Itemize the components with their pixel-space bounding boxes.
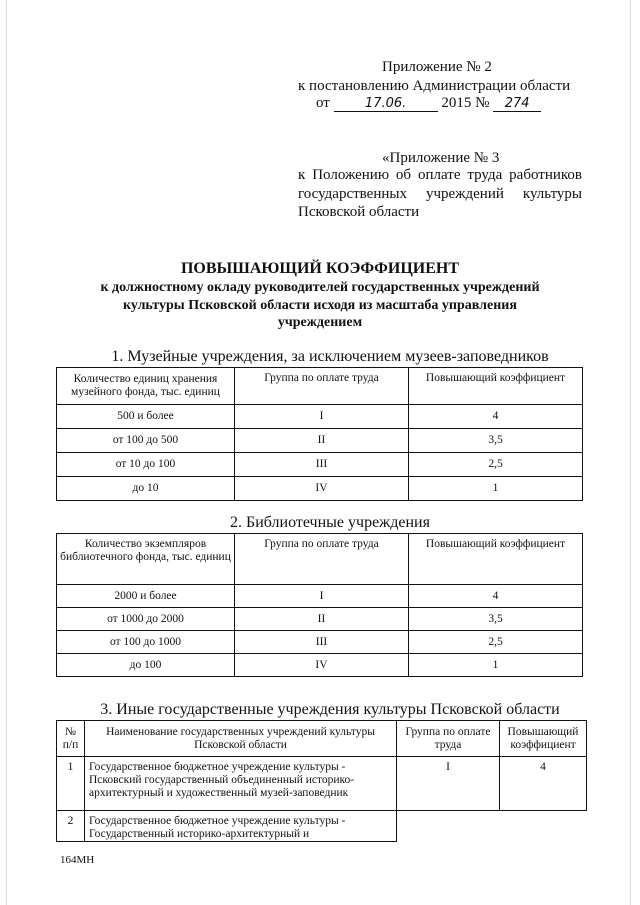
table-cell: 4 <box>409 405 583 429</box>
table-cell: 3,5 <box>409 608 583 631</box>
table-cell: III <box>235 631 409 654</box>
table-cell: от 100 до 500 <box>57 429 235 453</box>
table-cell: Государственное бюджетное учреждение культуры - Псковский государственный объединенный историко-архитектурный и художественный музей-заповедник <box>85 757 397 811</box>
table-cell: 4 <box>409 585 583 608</box>
scan-edge-right <box>630 0 631 905</box>
table-cell: III <box>235 453 409 477</box>
section-2-heading: 2. Библиотечные учреждения <box>230 514 430 531</box>
appendix-3-line3: государственных учреждений культуры <box>298 186 582 202</box>
date-handwritten: 17.06. <box>334 97 438 112</box>
column-header: Количество экземпляров библиотечного фонда, тыс. единиц <box>57 534 235 585</box>
table-row <box>57 453 583 477</box>
table-cell: I <box>235 405 409 429</box>
title-sub-2: культуры Псковской области исходя из масштаба управления <box>123 298 517 313</box>
header-appendix-number: Приложение № 2 <box>382 59 492 75</box>
table-cell: от 10 до 100 <box>57 453 235 477</box>
table-cell <box>397 811 500 842</box>
table-cell: 500 и более <box>57 405 235 429</box>
table-cell: 2 <box>57 811 85 842</box>
table-cell: I <box>397 757 500 811</box>
table-row <box>57 405 583 429</box>
table-cell: 1 <box>409 654 583 677</box>
scan-edge-left <box>6 0 7 905</box>
table-cell: 1 <box>57 757 85 811</box>
table-cell: от 1000 до 2000 <box>57 608 235 631</box>
header-resolution-line: к постановлению Администрации области <box>298 78 571 94</box>
column-header: Повышающий коэффициент <box>409 368 583 405</box>
table-cell: 2000 и более <box>57 585 235 608</box>
column-header: Повышающий коэффициент <box>409 534 583 585</box>
appendix-3-line4: Псковской области <box>298 204 420 220</box>
table-row <box>57 757 587 811</box>
date-prefix: от <box>316 95 330 111</box>
table-row <box>57 631 583 654</box>
appendix-3-line2: к Положению об оплате труда работников <box>298 167 582 183</box>
table-cell: 4 <box>500 757 587 811</box>
section-3-heading: 3. Иные государственные учреждения культуры Псковской области <box>100 701 560 718</box>
table-cell: IV <box>235 654 409 677</box>
table-cell: до 100 <box>57 654 235 677</box>
other-institutions-table <box>56 720 587 842</box>
column-header: Количество единиц хранения музейного фонда, тыс. единиц <box>57 368 235 405</box>
number-handwritten: 274 <box>493 97 541 112</box>
table-row <box>57 585 583 608</box>
table-header-row <box>57 721 587 757</box>
table-cell: 2,5 <box>409 631 583 654</box>
header-date-line <box>316 94 541 112</box>
table-row <box>57 429 583 453</box>
title-sub-1: к должностному окладу руководителей государственных учреждений <box>100 280 540 295</box>
column-header: № п/п <box>57 721 85 757</box>
table-cell: I <box>235 585 409 608</box>
table-row <box>57 477 583 501</box>
page-title: ПОВЫШАЮЩИЙ КОЭФФИЦИЕНТ <box>180 260 460 277</box>
column-header: Группа по оплате труда <box>235 368 409 405</box>
column-header: Группа по оплате труда <box>235 534 409 585</box>
table-cell: II <box>235 429 409 453</box>
column-header: Наименование государственных учреждений культуры Псковской области <box>85 721 397 757</box>
title-sub-3: учреждением <box>277 315 363 330</box>
column-header: Повышающий коэффициент <box>500 721 587 757</box>
appendix-3-title: «Приложение № 3 <box>382 150 500 166</box>
library-table <box>56 533 583 677</box>
section-1-heading: 1. Музейные учреждения, за исключением музеев-заповедников <box>111 348 549 365</box>
table-cell <box>500 811 587 842</box>
table-row <box>57 654 583 677</box>
table-cell: 1 <box>409 477 583 501</box>
table-cell: от 100 до 1000 <box>57 631 235 654</box>
museum-table <box>56 367 583 501</box>
table-row <box>57 811 587 842</box>
table-cell: Государственное бюджетное учреждение культуры - Государственный историко-архитектурный и <box>85 811 397 842</box>
table-row <box>57 608 583 631</box>
column-header: Группа по оплате труда <box>397 721 500 757</box>
table-cell: до 10 <box>57 477 235 501</box>
table-header-row <box>57 534 583 585</box>
table-cell: II <box>235 608 409 631</box>
table-header-row <box>57 368 583 405</box>
table-cell: 2,5 <box>409 453 583 477</box>
table-cell: IV <box>235 477 409 501</box>
table-cell: 3,5 <box>409 429 583 453</box>
year-text: 2015 № <box>441 95 490 111</box>
footer-code: 164МН <box>60 854 95 866</box>
